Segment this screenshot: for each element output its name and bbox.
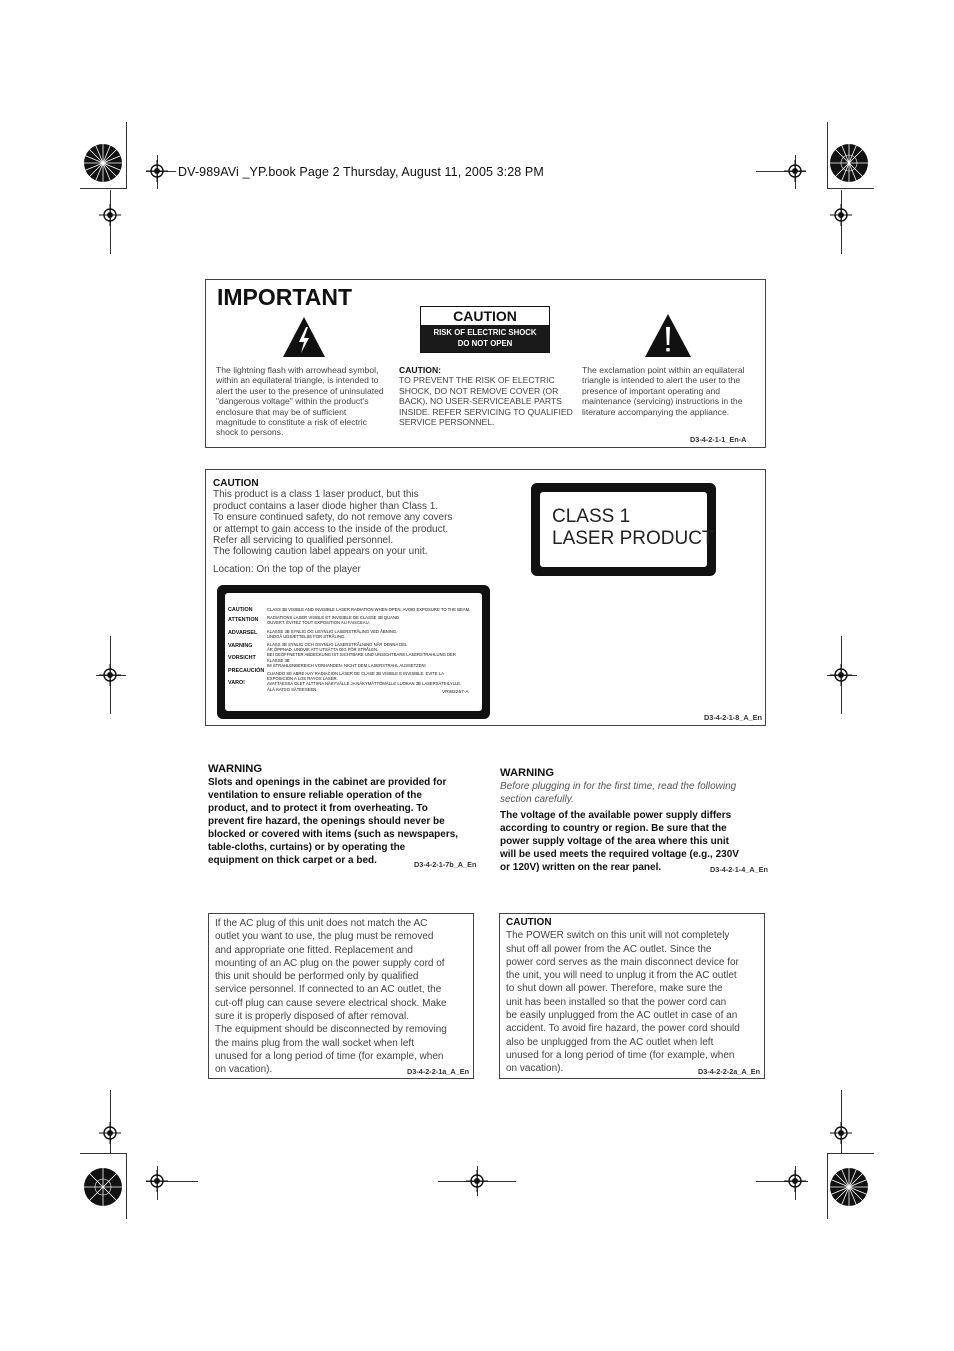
caution-explanation: CAUTION: TO PREVENT THE RISK OF ELECTRIC SHOCK, DO NOT REMOVE COVER (OR BACK). NO USER-SERVICEABLE PARTS INSIDE. REFER SERVICING TO QUALIFIED SERVICE PERSONNEL.: [399, 365, 573, 428]
lightning-explanation: The lightning flash with arrowhead symbol, within an equilateral triangle, is intended to alert the user to the presence of uninsulated "dangerous voltage" within the product's enclosure that may be of sufficient magnitude to constitute a risk of electric shock to persons.: [216, 365, 384, 438]
caution-shock-label: [420, 306, 550, 353]
reference-code: D3-4-2-1-4_A_En: [710, 865, 768, 874]
crop-line: [126, 122, 127, 188]
class1-label-text: CLASS 1 LASER PRODUCT: [552, 506, 714, 549]
important-title: IMPORTANT: [217, 284, 353, 310]
reference-code: D3-4-2-2-2a_A_En: [698, 1067, 761, 1076]
laser-warning-label-text: CLASS 3B VISIBLE AND INVISIBLE LASER RADIATION WHEN OPEN, AVOID EXPOSURE TO THE BEAM. RADIATIONS LASER VISIBLE ET INVISIBLE DE CLASSE 3B QUAND OUVERT. ÉVITEZ TOUT EXPOSITION AU FAISCEAU. KLASSE 3B SYNLIG OG USYNLIG LASERSTRÅLING VED ÅBNING. UNDGÅ UDSÆTTELSE FOR STRÅLING. KLASS 3B SYNLIG OCH OSYNLIG LASERSTRÅLNING NÄR DENNA DEL ÄR ÖPPNAD. UNDVIK ATT UTSÄTTA DIG FÖR STRÅLEN. BEI GEÖFFNETER ABDECKUNG IST SICHTBARE UND UNSICHTBARE LASERSTRAHLUNG DER KLASSE 3B IM STRAHLENBEREICH VORHANDEN. NICHT DEM LASERSTRAHL AUSSETZEN! CUANDO SE ABRE HAY RADIACIÓN LÁSER DE CLASE 3B VISIBLE E INVISIBLE. EVITE LA EXPOSICIÓN A LOS RAYOS LÁSER. AVATTAESSA OLET ALTTIINA NÄKYVÄLLE JA NÄKYMÄTTÖMÄLLE LUOKAN 3B LASERSÄTEILYLLE. ÄLÄ KATSO SÄTEESEEN.: [267, 607, 471, 692]
exclamation-explanation: The exclamation point within an equilateral triangle is intended to alert the user to the presence of important operating and maintenance (servicing) instructions in the literature accompanying the appliance.: [582, 365, 745, 417]
reference-code: D3-4-2-2-1a_A_En: [407, 1067, 470, 1076]
caution-label-title: CAUTION: [453, 308, 517, 324]
crosshair-icon: [99, 664, 121, 686]
label-location: Location: On the top of the player: [213, 564, 361, 575]
laser-warning-label: CAUTION ATTENTION ADVARSEL VARNING VORSICHT PRECAUCIÓN VARO! CLASS 3B VISIBLE AND INVISIBLE LASER RADIATION WHEN OPEN, AVOID EXPOSURE TO THE BEAM. RADIATIONS LASER VISIBLE ET INVISIBLE DE CLASSE 3B QUAND OUVERT. ÉVITEZ TOUT EXPOSITION AU FAISCEAU. KLASSE 3B SYNLIG OG USYNLIG LASERSTRÅLING VED ÅBNING. UNDGÅ UDSÆTTELSE FOR STRÅLING. KLASS 3B SYNLIG OCH OSYNLIG LASERSTRÅLNING NÄR DENNA DEL ÄR ÖPPNAD. UNDVIK ATT UTSÄTTA DIG FÖR STRÅLEN. BEI GEÖFFNETER ABDECKUNG IST SICHTBARE UND UNSICHTBARE LASERSTRAHLUNG DER KLASSE 3B IM STRAHLENBEREICH VORHANDEN. NICHT DEM LASERSTRAHL AUSSETZEN! CUANDO SE ABRE HAY RADIACIÓN LÁSER DE CLASE 3B VISIBLE E INVISIBLE. EVITE LA EXPOSICIÓN A LOS RAYOS LÁSER. AVATTAESSA OLET ALTTIINA NÄKYVÄLLE JA NÄKYMÄTTÖMÄLLE LUOKAN 3B LASERSÄTEILYLLE. ÄLÄ KATSO SÄTEESEEN. VRW2257-A: [217, 585, 490, 719]
crop-line: [827, 122, 828, 188]
ventilation-warning: WARNING Slots and openings in the cabinet are provided for ventilation to ensure reliable operation of the product, and to protect it from overheating. To prevent fire hazard, the openings should never be blocked or covered with items (such as newspapers, table-cloths, curtains) or by operating the equipment on thick carpet or a bed.: [208, 763, 478, 867]
laser-caution-heading: CAUTION: [213, 478, 259, 489]
book-header: DV-989AVi _YP.book Page 2 Thursday, August 11, 2005 3:28 PM: [178, 165, 544, 179]
crosshair-icon: [146, 1170, 168, 1192]
power-switch-caution-text: CAUTION The POWER switch on this unit will not completely shut off all power from the AC outlet. Since the power cord serves as the main disconnect device for the unit, you will need to unplug it from the AC outlet to shut down all power. Therefore, make sure the unit has been installed so that the power cord can be easily unplugged from the AC outlet in case of an accident. To avoid fire hazard, the power cord should also be unplugged from the AC outlet when left unused for a long period of time (for example, when on vacation).: [506, 916, 764, 1076]
ac-plug-note-text: If the AC plug of this unit does not match the AC outlet you want to use, the plug must be removed and appropriate one fitted. Replacement and mounting of an AC plug on the power supply cord of this unit should be performed only by qualified service personnel. If connected to an AC outlet, the cut-off plug can cause severe electrical shock. Make sure it is properly disposed of after removal. The equipment should be disconnected by removing the mains plug from the wall socket when left unused for a long period of time (for example, when on vacation).: [215, 918, 447, 1076]
class1-laser-label: [531, 483, 716, 576]
registration-star-icon: [829, 143, 869, 183]
crop-line: [126, 1153, 127, 1219]
voltage-warning: WARNING Before plugging in for the first time, read the following section carefully. The voltage of the available power supply differs according to country or region. Be sure that the power supply voltage of the area where this unit will be used meets the required voltage (e.g., 230V or 120V) written on the rear panel.: [500, 767, 770, 874]
crop-line: [827, 1153, 874, 1154]
lightning-warning-icon: [282, 316, 326, 358]
crosshair-icon: [784, 160, 806, 182]
crosshair-icon: [830, 664, 852, 686]
crop-line: [827, 1153, 828, 1219]
warning-heading: WARNING: [208, 763, 263, 775]
caution-heading: CAUTION: [506, 917, 552, 928]
crosshair-icon: [830, 1122, 852, 1144]
registration-star-icon: [83, 143, 123, 183]
warning-heading: WARNING: [500, 767, 555, 779]
exclamation-warning-icon: [644, 313, 692, 358]
crosshair-icon: [830, 204, 852, 226]
crosshair-icon: [784, 1170, 806, 1192]
crop-line: [80, 188, 127, 189]
registration-star-icon: [829, 1167, 869, 1207]
crop-line: [827, 188, 874, 189]
crosshair-icon: [99, 204, 121, 226]
crosshair-icon: [99, 1122, 121, 1144]
registration-star-icon: [83, 1167, 123, 1207]
laser-caution-text: CAUTION This product is a class 1 laser product, but this product contains a laser diode higher than Class 1. To ensure continued safety, do not remove any covers or attempt to gain access to the inside of the product. Refer all servicing to qualified personnel. The following caution label appears on your unit.: [213, 478, 503, 558]
reference-code: D3-4-2-1-7b_A_En: [414, 860, 477, 869]
reference-code: D3-4-2-1-8_A_En: [704, 713, 762, 722]
crosshair-icon: [146, 160, 168, 182]
crosshair-icon: [466, 1170, 488, 1192]
reference-code: D3-4-2-1-1_En-A: [690, 435, 747, 444]
crop-line: [80, 1153, 127, 1154]
caution-label-subtitle: RISK OF ELECTRIC SHOCK DO NOT OPEN: [421, 325, 549, 352]
